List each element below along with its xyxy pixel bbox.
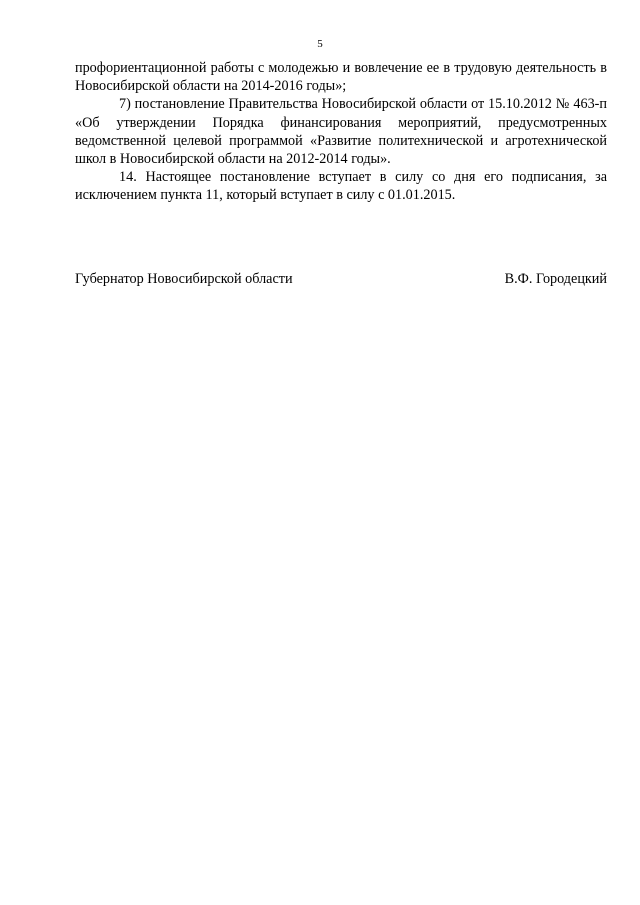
paragraph-continuation: профориентационной работы с молодежью и вовлечение ее в трудовую деятельность в Новосибирской области на 2014-2016 годы»; [75,60,607,95]
signatory-position: Губернатор Новосибирской области [75,271,293,287]
signature-block [75,270,607,288]
signatory-name: В.Ф. Городецкий [504,271,607,287]
document-body [75,59,607,205]
page-number: 5 [317,38,323,50]
paragraph-item-14: 14. Настоящее постановление вступает в силу со дня его подписания, за исключением пункта 11, который вступает в силу с 01.01.2015. [75,169,607,204]
paragraph-item-7: 7) постановление Правительства Новосибирской области от 15.10.2012 № 463-п «Об утверждении Порядка финансирования мероприятий, предусмотренных ведомственной целевой программой «Развитие политехнической и агротехнической школ в Новосибирской области на 2012-2014 годы». [75,96,607,168]
